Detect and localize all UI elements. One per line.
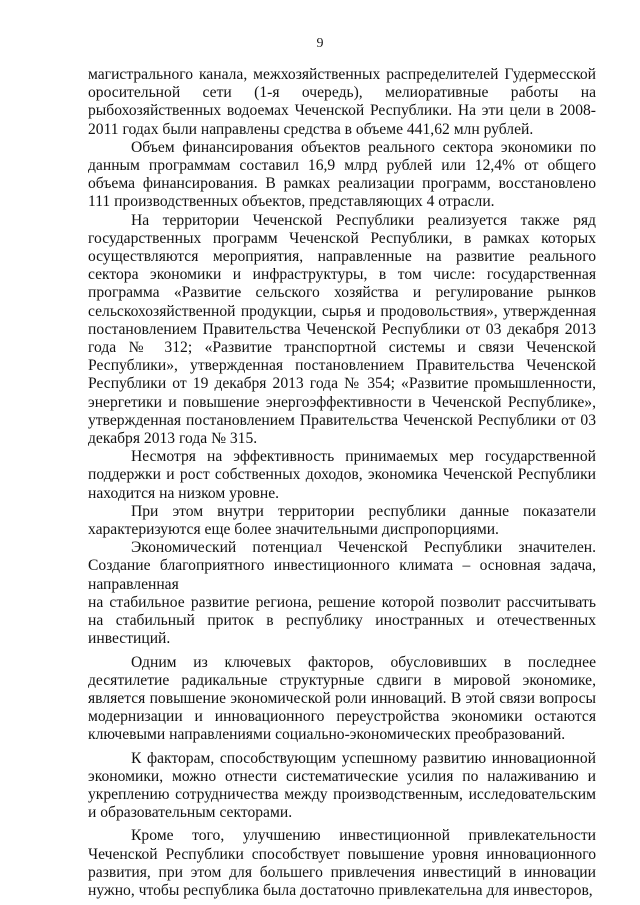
document-body (88, 66, 596, 900)
paragraph: Экономический потенциал Чеченской Республики значителен. Создание благоприятного инвестиционного климата – основная задача, направленная (88, 539, 596, 593)
paragraph: На территории Чеченской Республики реализуется также ряд государственных программ Чеченской Республики, в рамках которых осуществляются мероприятия, направленные на развитие реального сектора экономики и инфраструктуры, в том числе: государственная программа «Развитие сельского хозяйства и регулирование рынков сельскохозяйственной продукции, сырья и продовольствия», утвержденная постановлением Правительства Чеченской Республики от 03 декабря 2013 года № 312; «Развитие транспортной системы и связи Чеченской Республики», утвержденная постановлением Правительства Чеченской Республики от 19 декабря 2013 года № 354; «Развитие промышленности, энергетики и повышение энергоэффективности в Чеченской Республике», утвержденная постановлением Правительства Чеченской Республики от 03 декабря 2013 года № 315. (88, 211, 596, 448)
paragraph: Одним из ключевых факторов, обусловивших в последнее десятилетие радикальные структурные сдвиги в мировой экономике, является повышение экономической роли инноваций. В этой связи вопросы модернизации и инновационного переустройства экономики остаются ключевыми направлениями социально-экономических преобразований. (88, 653, 596, 744)
paragraph: Кроме того, улучшению инвестиционной привлекательности Чеченской Республики способствует повышение уровня инновационного развития, при этом для большего привлечения инвестиций в инновации нужно, чтобы республика была достаточно привлекательна для инвесторов, (88, 827, 596, 899)
paragraph: К факторам, способствующим успешному развитию инновационной экономики, можно отнести систематические усилия по налаживанию и укреплению сотрудничества между производственным, исследовательским и образовательным секторами. (88, 749, 596, 822)
paragraph: При этом внутри территории республики данные показатели характеризуются еще более значительными диспропорциями. (88, 502, 596, 539)
paragraph: Объем финансирования объектов реального сектора экономики по данным программам составил 16,9 млрд рублей или 12,4% от общего объема финансирования. В рамках реализации программ, восстановлено 111 производственных объектов, представляющих 4 отрасли. (88, 138, 596, 211)
paragraph: Несмотря на эффективность принимаемых мер государственной поддержки и рост собственных доходов, экономика Чеченской Республики находится на низком уровне. (88, 448, 596, 502)
page-number: 9 (316, 36, 324, 51)
paragraph-continuation: магистрального канала, межхозяйственных распределителей Гудермесской оросительной сети (1-я очередь), мелиоративные работы на рыбохозяйственных водоемах Чеченской Республики. На эти цели в 2008-2011 годах были направлены средства в объеме 441,62 млн рублей. (88, 66, 596, 138)
paragraph-continuation: на стабильное развитие региона, решение которой позволит рассчитывать на стабильный приток в республику иностранных и отечественных инвестиций. (88, 593, 596, 648)
